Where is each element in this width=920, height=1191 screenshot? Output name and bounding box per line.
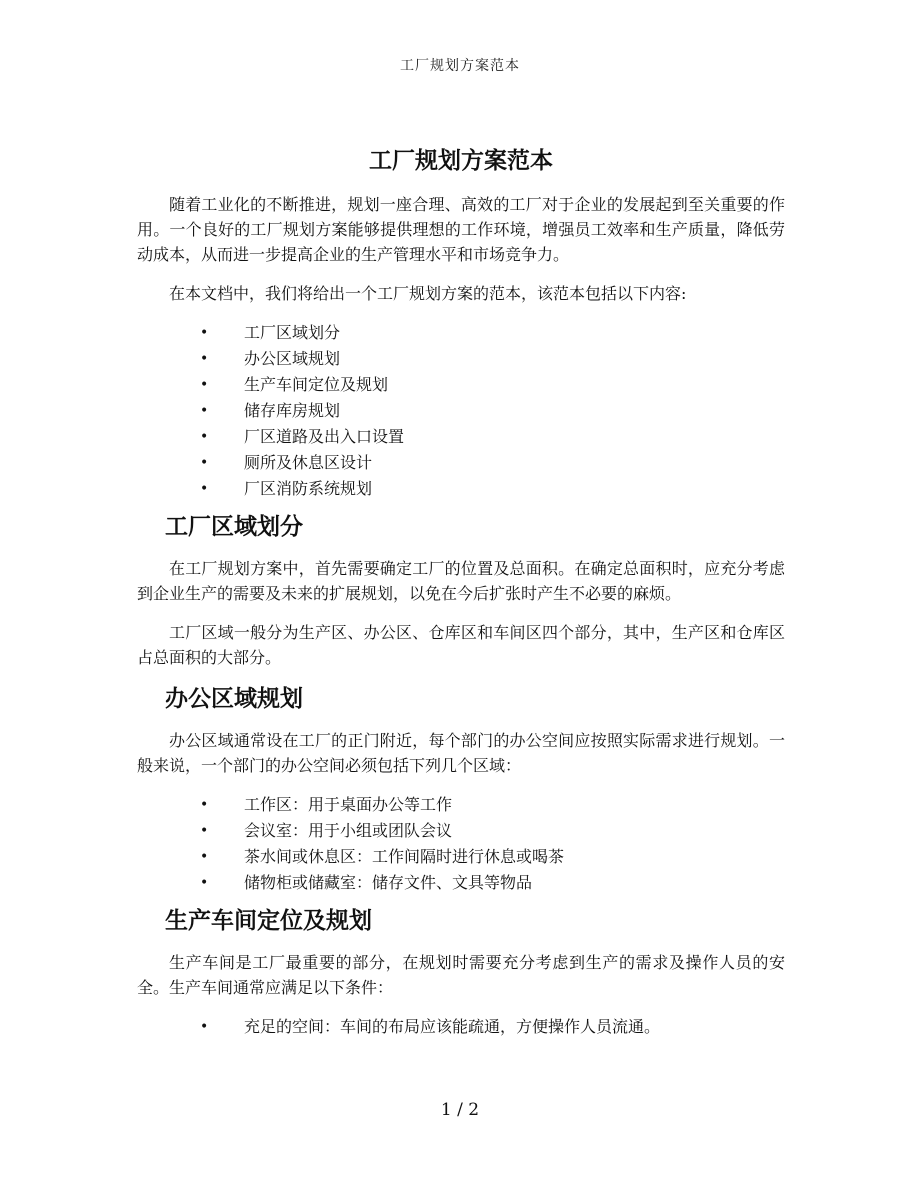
bullet-icon: •: [200, 403, 209, 419]
bullet-icon: •: [200, 325, 209, 341]
document-body: [137, 146, 785, 1050]
list-item: [137, 1014, 785, 1040]
list-item-text: 充足的空间：车间的布局应该能疏通，方便操作人员流通。: [244, 1017, 661, 1036]
list-item: [137, 372, 785, 398]
document-title: 工厂规划方案范本: [369, 147, 553, 174]
list-item-text: 工厂区域划分: [244, 323, 341, 342]
bullet-icon: •: [200, 455, 209, 471]
list-item: [137, 346, 785, 372]
list-item-text: 储存库房规划: [244, 401, 341, 420]
list-item-text: 办公区域规划: [244, 349, 341, 368]
bullet-icon: •: [200, 823, 209, 839]
bullet-icon: •: [200, 875, 209, 891]
bullet-icon: •: [200, 481, 209, 497]
list-item: [137, 818, 785, 844]
page-number: 1 / 2: [440, 1100, 480, 1120]
bullet-icon: •: [200, 429, 209, 445]
section-heading-office-planning: 办公区域规划: [165, 685, 303, 712]
list-item-text: 厂区道路及出入口设置: [244, 427, 405, 446]
list-item-text: 工作区：用于桌面办公等工作: [244, 795, 453, 814]
running-header: 工厂规划方案范本: [400, 58, 520, 74]
section-heading-workshop-planning: 生产车间定位及规划: [165, 907, 372, 934]
list-item: [137, 450, 785, 476]
intro-paragraph: 在本文档中，我们将给出一个工厂规划方案的范本，该范本包括以下内容:: [169, 284, 687, 303]
bullet-icon: •: [200, 1019, 209, 1035]
bullet-icon: •: [200, 797, 209, 813]
list-item: [137, 844, 785, 870]
section-paragraph: 在工厂规划方案中，首先需要确定工厂的位置及总面积。在确定总面积时，应充分考虑到企业生产的需要及未来的扩展规划，以免在今后扩张时产生不必要的麻烦。: [137, 559, 785, 603]
list-item-text: 厕所及休息区设计: [244, 453, 373, 472]
office-areas-list: [137, 792, 785, 896]
list-item: [137, 424, 785, 450]
bullet-icon: •: [200, 351, 209, 367]
list-item: [137, 792, 785, 818]
contents-list: [137, 320, 785, 502]
list-item-text: 生产车间定位及规划: [244, 375, 389, 394]
section-paragraph: 办公区域通常设在工厂的正门附近，每个部门的办公空间应按照实际需求进行规划。一般来说，一个部门的办公空间必须包括下列几个区域：: [137, 731, 785, 775]
list-item-text: 茶水间或休息区：工作间隔时进行休息或喝茶: [244, 847, 565, 866]
list-item: [137, 398, 785, 424]
workshop-conditions-list: [137, 1014, 785, 1040]
list-item: [137, 320, 785, 346]
section-paragraph: 工厂区域一般分为生产区、办公区、仓库区和车间区四个部分，其中，生产区和仓库区占总面积的大部分。: [137, 623, 785, 667]
list-item-text: 会议室：用于小组或团队会议: [244, 821, 453, 840]
section-paragraph: 生产车间是工厂最重要的部分，在规划时需要充分考虑到生产的需求及操作人员的安全。生产车间通常应满足以下条件：: [137, 953, 785, 997]
bullet-icon: •: [200, 849, 209, 865]
section-heading-factory-zoning: 工厂区域划分: [165, 513, 303, 540]
list-item: [137, 476, 785, 502]
list-item: [137, 870, 785, 896]
intro-paragraph: 随着工业化的不断推进，规划一座合理、高效的工厂对于企业的发展起到至关重要的作用。一个良好的工厂规划方案能够提供理想的工作环境，增强员工效率和生产质量，降低劳动成本，从而进一步提高企业的生产管理水平和市场竞争力。: [137, 195, 785, 264]
bullet-icon: •: [200, 377, 209, 393]
list-item-text: 厂区消防系统规划: [244, 479, 373, 498]
list-item-text: 储物柜或储藏室：储存文件、文具等物品: [244, 873, 533, 892]
